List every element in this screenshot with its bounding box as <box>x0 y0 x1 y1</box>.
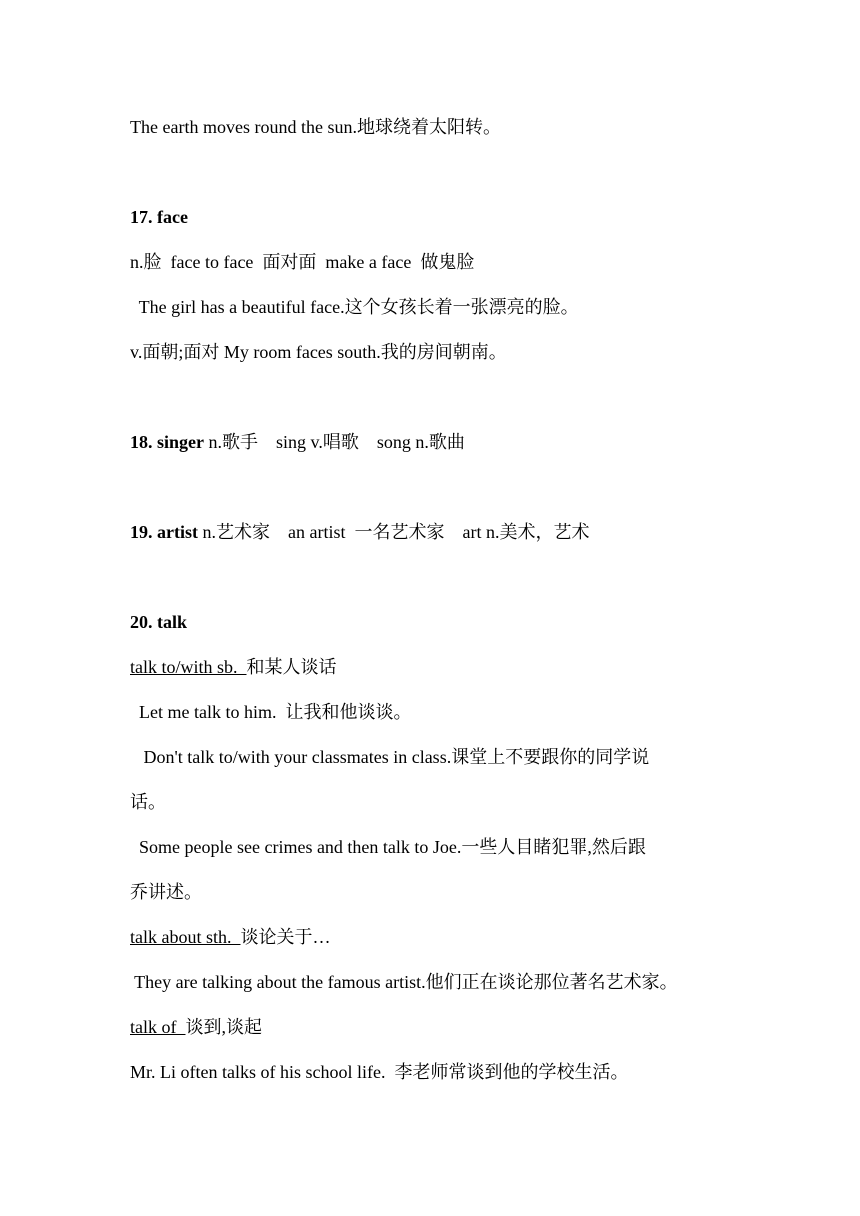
entry-19-artist <box>130 520 589 544</box>
heading-18-singer: 18. singer <box>130 432 204 452</box>
heading-20-talk: 20. talk <box>130 612 188 632</box>
heading-17-face: 17. face <box>130 207 188 227</box>
phrase-talk-to-term: talk to/with sb. <box>130 657 247 677</box>
face-noun-line: n.脸 face to face 面对面 make a face 做鬼脸 <box>130 252 475 272</box>
phrase-talk-of-meaning: 谈到,谈起 <box>185 1017 262 1037</box>
talk-to-example-2b: 话。 <box>130 792 166 812</box>
talk-to-example-1: Let me talk to him. 让我和他谈谈。 <box>130 702 412 722</box>
phrase-talk-about <box>130 925 331 949</box>
phrase-talk-to <box>130 655 337 679</box>
entry-18-singer <box>130 430 465 454</box>
talk-to-example-2a: Don't talk to/with your classmates in class.课堂上不要跟你的同学说 <box>130 747 650 767</box>
phrase-talk-of-term: talk of <box>130 1017 186 1037</box>
phrase-talk-of <box>130 1015 262 1039</box>
talk-of-example: Mr. Li often talks of his school life. 李老师常谈到他的学校生活。 <box>130 1062 629 1082</box>
phrase-talk-about-meaning: 谈论关于… <box>240 927 331 947</box>
face-example-line: The girl has a beautiful face.这个女孩长着一张漂亮的脸。 <box>130 297 579 317</box>
face-verb-line: v.面朝;面对 My room faces south.我的房间朝南。 <box>130 342 507 362</box>
talk-about-example: They are talking about the famous artist.他们正在谈论那位著名艺术家。 <box>130 972 678 992</box>
sentence-earth: The earth moves round the sun.地球绕着太阳转。 <box>130 117 501 137</box>
heading-19-artist: 19. artist <box>130 522 198 542</box>
phrase-talk-to-meaning: 和某人谈话 <box>246 657 337 677</box>
talk-to-example-3a: Some people see crimes and then talk to Joe.一些人目睹犯罪,然后跟 <box>130 837 646 857</box>
artist-definition: n.艺术家 an artist 一名艺术家 art n.美术，艺术 <box>197 522 590 542</box>
phrase-talk-about-term: talk about sth. <box>130 927 241 947</box>
talk-to-example-3b: 乔讲述。 <box>130 882 202 902</box>
singer-definition: n.歌手 sing v.唱歌 song n.歌曲 <box>204 432 465 452</box>
